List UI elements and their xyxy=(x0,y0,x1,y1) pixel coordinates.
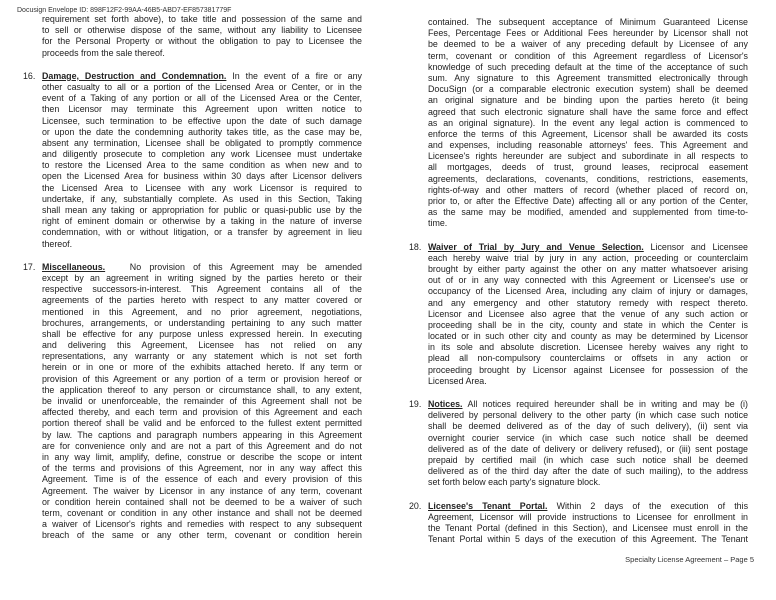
paragraph-line: requirement set forth above), to take title and possession of the same and xyxy=(42,14,362,24)
paragraph-line: be deemed to be a waiver of any preceding default by Licensee of any xyxy=(428,39,748,50)
paragraph-line: agreements, declarations, covenants, conditions, restrictions, easements, xyxy=(428,173,748,184)
section-number: 19. xyxy=(409,399,422,409)
paragraph-line: knowledge of such preceding default at the time of the acceptance of such xyxy=(428,61,748,72)
paragraph-line: sum. Any signature to this Agreement transmitted electronically through xyxy=(428,72,748,83)
paragraph-line: then Licensor may terminate this Agreement upon written notice to xyxy=(42,104,362,115)
paragraph-line: Tenant Portal within 5 days of the execution of this Agreement. The Tenant xyxy=(428,534,748,545)
paragraph-line: located or in such other city and county as may be determined by Licensor xyxy=(428,331,748,342)
section-heading: Waiver of Trial by Jury and Venue Selection. xyxy=(428,241,644,252)
paragraph-line: the Tenant Portal (defined in this Section), and Licensee must enroll in the xyxy=(428,522,748,533)
paragraph-line: delivered by personal delivery to the other party (in which case such notice xyxy=(428,410,748,421)
paragraph-line: other casualty to all or a portion of the Licensed Area or Center, or in the xyxy=(42,81,362,92)
paragraph-line: and diligently prosecute to completion any work Licensee must undertake xyxy=(42,149,362,160)
paragraph-line: plead all non-compulsory counterclaims or offsets in any action or xyxy=(428,353,748,364)
paragraph-line: absent any termination, Licensee shall be obligated to promptly commence xyxy=(42,137,362,148)
section-heading: Notices. xyxy=(428,399,463,409)
paragraph-line: the Licensed Area to Licensee with any work Licensor is required to xyxy=(42,182,362,193)
continued-paragraph xyxy=(42,14,362,59)
paragraph-line: out of or in any way connected with this Agreement or Licensee's use or xyxy=(428,275,748,286)
paragraph-line: the application thereof to any person or circumstance shall, to any extent, xyxy=(42,384,362,395)
paragraph-line: Agreement, Licensor will provide instructions to Licensee for enrollment in xyxy=(428,511,748,522)
paragraph-line: enforce the terms of this Agreement, Licensor shall be awarded its costs xyxy=(428,128,748,139)
paragraph-line: term, covenant or condition of this Agreement regardless of Licensor's xyxy=(428,50,748,61)
paragraph-line: DocuSign (or a comparable electronic execution system) shall be deemed xyxy=(428,84,748,95)
section-heading: Damage, Destruction and Condemnation. xyxy=(42,70,227,81)
section-first-line-text: Licensor and Licensee xyxy=(643,241,748,252)
paragraph-line: brought by either party against the other on any matter whatsoever arising xyxy=(428,263,748,274)
paragraph-line: condemnation, with or without litigation, or a transfer by agreement in lieu xyxy=(42,227,362,238)
section-first-line-text: No provision of this Agreement may be amended xyxy=(105,261,362,272)
paragraph-line: or condition herein contained shall not be deemed to be a waiver of such xyxy=(42,496,362,507)
paragraph-line: all mortgages, deeds of trust, ground leases, reciprocal easement xyxy=(428,162,748,173)
section-18 xyxy=(409,241,748,387)
paragraph-line: and any emergency and other statutory remedy with respect thereto. xyxy=(428,297,748,308)
paragraph-line: Licensor and Licensee also agree that the venue of any such action or xyxy=(428,308,748,319)
paragraph-line: right of eminent domain or otherwise by a taking in the nature of inverse xyxy=(42,216,362,227)
paragraph-line: a waiver of Licensor's rights and remedies with respect to any subsequent xyxy=(42,519,362,530)
paragraph-line: representations, any warranty or any statement which is not set forth xyxy=(42,351,362,362)
section-19 xyxy=(409,399,748,489)
paragraph-line: delivered as of the date of delivery or delivery refused), or (iii) sent postage xyxy=(428,443,748,454)
section-20 xyxy=(409,500,748,546)
paragraph-line: are for convenience only and are not a part of this Agreement and do not xyxy=(42,440,362,451)
paragraph-line: term, covenant or condition in any other instance and shall not be deemed xyxy=(42,507,362,518)
paragraph-line: proceeding brought by Licensor against Licensee for possession of the xyxy=(428,364,748,375)
paragraph-line: Licensed Area. xyxy=(428,375,487,386)
paragraph-line: by law. The captions and paragraph numbers appearing in this Agreement xyxy=(42,429,362,440)
continued-paragraph xyxy=(428,17,748,230)
paragraph-line: prepaid by certified mail (in which case such notice shall be deemed xyxy=(428,454,748,465)
paragraph-line: delivered as of the third day after the date of such mailing), to the address xyxy=(428,466,748,477)
paragraph-line: undertake, if any, substantially complete. As used in this Section, Taking xyxy=(42,193,362,204)
paragraph-line xyxy=(428,399,748,410)
paragraph-line: be invalid or unenforceable, the remainder of this Agreement shall not be xyxy=(42,396,362,406)
paragraph-line: event of a Taking of any portion or all of the Licensed Area or the Center, xyxy=(42,93,362,104)
paragraph-line: respective successors-in-interest. This Agreement contains all of the xyxy=(42,284,362,295)
section-number: 20. xyxy=(409,500,422,511)
paragraph-line: shall be effective for any purpose unless expressed herein. In executing xyxy=(42,328,362,339)
paragraph-line: Agreement. Time is of the essence of each and every provision of this xyxy=(42,474,362,485)
section-first-line-text: All notices required hereunder shall be in writing and may be (i) xyxy=(462,399,748,409)
paragraph-line: portion thereof shall be valid and be enforced to the fullest extent permitted xyxy=(42,418,362,429)
paragraph-line: in any way limit, amplify, define, construe or describe the scope or intent xyxy=(42,451,362,462)
paragraph-line: provision of this Agreement or any portion of a term or provision hereof or xyxy=(42,373,362,384)
paragraph-line: proceeds from the sale thereof. xyxy=(42,47,165,58)
paragraph-line: thereof. xyxy=(42,238,73,249)
paragraph-line xyxy=(428,242,748,253)
section-number: 16. xyxy=(23,70,36,81)
paragraph-line: Fees, Percentage Fees or Additional Fees hereunder by Licensor shall not xyxy=(428,28,748,39)
docusign-envelope-id: Docusign Envelope ID: 898F12F2-99AA-46B5-ABD7-EF857381779F xyxy=(17,7,232,14)
paragraph-line: contained. The subsequent acceptance of Minimum Guaranteed License xyxy=(428,17,748,27)
paragraph-line: and delivering this Agreement, Licensee has not relied on any xyxy=(42,340,362,351)
paragraph-line: affected thereby, and each term and provision of this Agreement and each xyxy=(42,407,362,418)
paragraph-line: proceeding shall be in the city, county and state in which the Center is xyxy=(428,319,748,330)
paragraph-line xyxy=(42,71,362,82)
paragraph-line: an original signature and be binding upon the parties hereto (it being xyxy=(428,95,748,106)
paragraph-line: shall be deemed delivered as of the day of such delivery), (ii) sent via xyxy=(428,421,748,432)
paragraph-line: as the same may be modified, amended and supplemented from time-to- xyxy=(428,207,748,218)
paragraph-line: Licensee's rights hereunder are subject and subordinate in all respects to xyxy=(428,151,748,162)
paragraph-line: each hereby waive trial by jury in any action, proceeding or counterclaim xyxy=(428,252,748,263)
left-column xyxy=(23,14,362,553)
paragraph-line: or upon the date the condemning authority takes title, as the case may be, xyxy=(42,126,362,137)
section-first-line-text: Within 2 days of the execution of this xyxy=(547,500,748,511)
paragraph-line: occupancy of the Licensed Area, including any claim of injury or damages, xyxy=(428,286,748,297)
paragraph-line xyxy=(42,262,362,273)
section-16 xyxy=(23,70,362,250)
paragraph-line: rights-of-way and other matters of record (whether placed of record on, xyxy=(428,184,748,195)
page-footer: Specialty License Agreement – Page 5 xyxy=(625,555,754,564)
paragraph-line: of the terms and provisions of this Agreement, nor in any way affect this xyxy=(42,463,362,474)
paragraph-line: in its sole and absolute discretion. Licensee hereby waives any right to xyxy=(428,342,748,353)
paragraph-line: time. xyxy=(428,218,448,229)
paragraph-line: brochures, arrangements, or understanding pertaining to any such matter xyxy=(42,317,362,328)
paragraph-line: prior to, or after the Effective Date) affecting all or any portion of the Center, xyxy=(428,196,748,206)
paragraph-line xyxy=(428,501,748,512)
paragraph-line: herein or in one or more of the exhibits attached hereto. If any term or xyxy=(42,362,362,373)
paragraph-line: agreements of the parties hereto with respect to any matter covered or xyxy=(42,295,362,306)
paragraph-line: Licensee, such termination to be effective upon the date of such damage xyxy=(42,115,362,126)
section-17 xyxy=(23,261,362,542)
paragraph-line: for the Personal Property or without the obligation to pay to Licensee the xyxy=(42,36,362,47)
paragraph-line: except by an agreement in writing signed by the parties hereto or their xyxy=(42,272,362,283)
paragraph-line: set forth below each party's signature block. xyxy=(428,477,601,488)
section-heading: Miscellaneous. xyxy=(42,261,106,272)
paragraph-line: open the Licensed Area for business within 30 days after Licensor delivers xyxy=(42,171,362,182)
paragraph-line: overnight courier service (in which case such notice shall be deemed xyxy=(428,432,748,443)
section-number: 18. xyxy=(409,241,422,252)
right-column xyxy=(409,17,748,557)
section-number: 17. xyxy=(23,261,36,272)
paragraph-line: mentioned in this Agreement, and no prior agreement, negotiations, xyxy=(42,306,362,317)
section-first-line-text: In the event of a fire or any xyxy=(226,70,362,81)
paragraph-line: Agreement. The waiver by Licensor in any instance of any term, covenant xyxy=(42,485,362,496)
paragraph-line: and expenses, including reasonable attorneys' fees. This Agreement and xyxy=(428,140,748,151)
paragraph-line: to sell or otherwise dispose of the same, without any liability to Licensee xyxy=(42,25,362,36)
paragraph-line: to restore the Licensed Area to the same condition as when new and to xyxy=(42,160,362,171)
paragraph-line: shall mean any taking or appropriation for public or quasi-public use by the xyxy=(42,205,362,215)
paragraph-line: agreed that such electronic signature shall have the same force and effect xyxy=(428,106,748,117)
paragraph-line: as an original signature). In the event any legal action is commenced to xyxy=(428,117,748,128)
paragraph-line: breach of the same or any other term, covenant or condition herein xyxy=(42,530,362,541)
section-heading: Licensee's Tenant Portal. xyxy=(428,500,548,511)
